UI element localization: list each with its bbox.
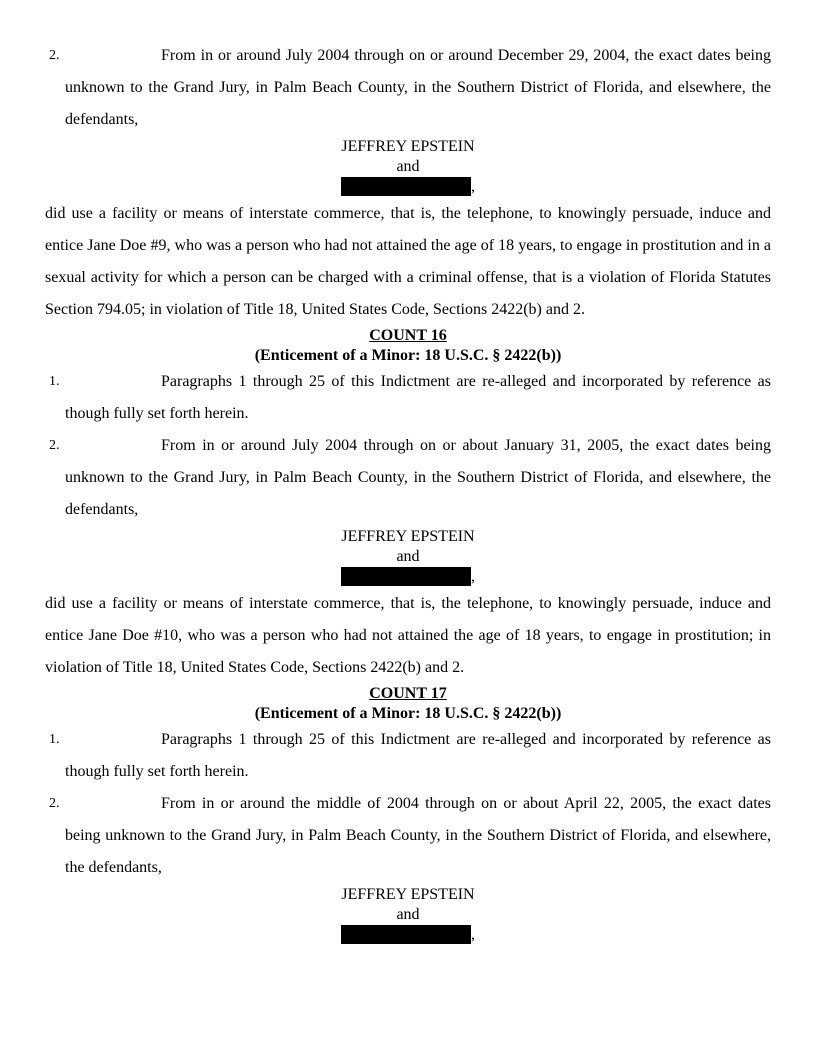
conjunction: and [396,906,420,923]
paragraph-number: 1. [49,732,60,747]
paragraph-text: Paragraphs 1 through 25 of this Indictment are re-alleged and incorporated by reference as though fully set forth herein. [65,731,771,780]
defendant-name: JEFFREY EPSTEIN [341,528,475,545]
count-subtitle: (Enticement of a Minor: 18 U.S.C. § 2422(b)) [254,347,562,364]
paragraph-number: 1. [49,374,60,389]
redaction-box [341,177,471,196]
count-title: COUNT 16 [369,327,447,344]
redaction-box [341,925,471,944]
paragraph-text: Paragraphs 1 through 25 of this Indictment are re-alleged and incorporated by reference as though fully set forth herein. [65,373,771,422]
charge-body: did use a facility or means of interstate commerce, that is, the telephone, to knowingly persuade, induce and entice Jane Doe #9, who was a person who had not attained the age of 18 years, to engage in prostitution and in a sexual activity for which a person can be charged with a criminal offense, that is a violation of Florida Statutes Section 794.05; in violation of Title 18, United States Code, Sections 2422(b) and 2. [45,205,771,318]
conjunction: and [396,158,420,175]
paragraph-number: 2. [49,438,60,453]
comma: , [471,926,475,943]
paragraph-number: 2. [49,796,60,811]
redacted-defendant [45,567,771,588]
redacted-defendant [45,925,771,946]
paragraph-2 [45,430,771,526]
charge-body: did use a facility or means of interstate commerce, that is, the telephone, to knowingly persuade, induce and entice Jane Doe #10, who was a person who had not attained the age of 18 years, to engage in prostitution; in violation of Title 18, United States Code, Sections 2422(b) and 2. [45,595,771,676]
paragraph-number: 2. [49,48,60,63]
paragraph-1 [45,366,771,430]
count-subtitle: (Enticement of a Minor: 18 U.S.C. § 2422(b)) [254,705,562,722]
defendant-name: JEFFREY EPSTEIN [341,886,475,903]
paragraph-text: From in or around July 2004 through on or about January 31, 2005, the exact dates being unknown to the Grand Jury, in Palm Beach County, in the Southern District of Florida, and elsewhere, the defendants, [65,437,771,518]
paragraph-1 [45,724,771,788]
defendant-name: JEFFREY EPSTEIN [341,138,475,155]
paragraph-2 [45,788,771,884]
paragraph-text: From in or around July 2004 through on or around December 29, 2004, the exact dates being unknown to the Grand Jury, in Palm Beach County, in the Southern District of Florida, and elsewhere, the defendants, [65,47,771,128]
comma: , [471,178,475,195]
count-title: COUNT 17 [369,685,447,702]
paragraph-text: From in or around the middle of 2004 through on or about April 22, 2005, the exact dates being unknown to the Grand Jury, in Palm Beach County, in the Southern District of Florida, and elsewhere, the defendants, [65,795,771,876]
redacted-defendant [45,177,771,198]
redaction-box [341,567,471,586]
comma: , [471,568,475,585]
conjunction: and [396,548,420,565]
paragraph-2 [45,40,771,136]
document-page [45,40,771,946]
